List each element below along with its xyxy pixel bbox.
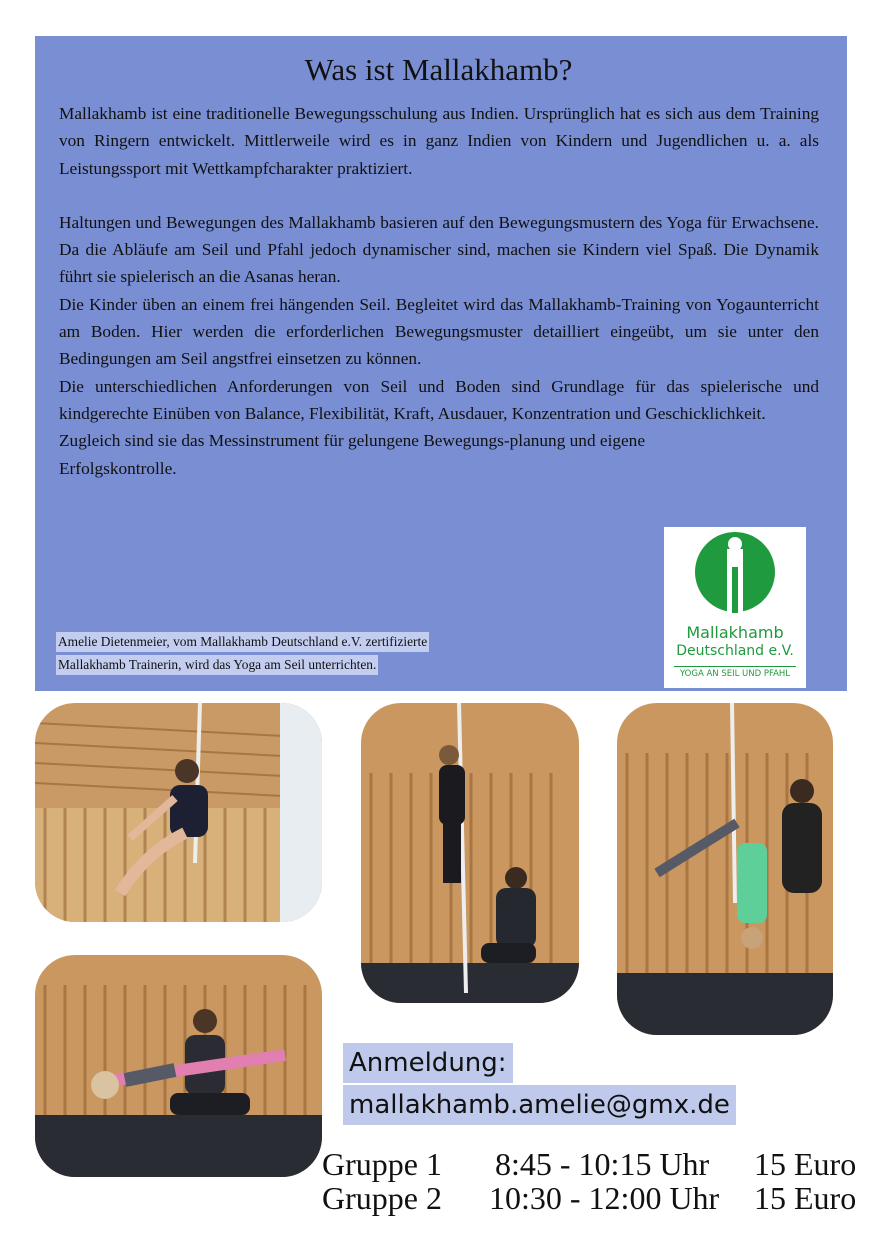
pole-emblem-icon (664, 527, 806, 622)
group-time: 10:30 - 12:00 Uhr (489, 1180, 720, 1216)
page-title: Was ist Mallakhamb? (304, 52, 573, 87)
group-name: Gruppe 2 (322, 1180, 442, 1216)
group-name: Gruppe 1 (322, 1146, 442, 1182)
logo-name: Mallakhamb (686, 623, 784, 642)
photo-hanging-assist (617, 703, 833, 1035)
paragraph-balance: Die unterschiedlichen Anforderungen von Seil und Boden sind Grundlage für das spielerische und kindgerechte Einüben von Balance, Flexibilität, Kraft, Ausdauer, Konzentration und Geschicklichkeit. (59, 376, 819, 423)
photo-floor-yoga (35, 955, 322, 1177)
group-row (322, 1181, 862, 1215)
paragraph-yoga: Haltungen und Bewegungen des Mallakhamb basieren auf den Bewegungsmustern des Yoga für Erwachsene. Da die Abläufe am Seil und Pfahl jedoch dynamischer sind, machen sie Kindern viel Spaß. Die Dynamik führt sie spielerisch an die Asanas heran. (59, 212, 819, 287)
paragraph-rope: Die Kinder üben an einem frei hängenden Seil. Begleitet wird das Mallakhamb-Training von Yogaunterricht am Boden. Hier werden die erforderlichen Bewegungsmuster detailliert eingeübt, um sie unter den Bedingungen am Seil angstfrei einsetzen zu können. (59, 294, 819, 369)
group-schedule (322, 1147, 862, 1215)
signup-email[interactable]: mallakhamb.amelie@gmx.de (343, 1085, 736, 1125)
group-price: 15 Euro (754, 1146, 857, 1182)
group-time: 8:45 - 10:15 Uhr (495, 1146, 710, 1182)
paragraph-measure: Zugleich sind sie das Messinstrument für gelungene Bewegungs-planung und eigene Erfolgskontrolle. (59, 431, 645, 478)
description-text (59, 100, 819, 482)
group-row (322, 1147, 862, 1181)
signup-label: Anmeldung: (343, 1043, 513, 1083)
trainer-credit (56, 631, 429, 677)
group-price: 15 Euro (754, 1180, 857, 1216)
photo-rope-climb (361, 703, 579, 1003)
credit-line-1: Amelie Dietenmeier, vom Mallakhamb Deutschland e.V. zertifizierte (56, 632, 429, 652)
logo-divider (674, 666, 796, 667)
logo-tagline: YOGA AN SEIL UND PFAHL (679, 669, 791, 679)
logo-org: Deutschland e.V. (676, 643, 794, 659)
photo-rope-swing (35, 703, 322, 922)
mallakhamb-logo (664, 527, 806, 688)
paragraph-origin: Mallakhamb ist eine traditionelle Bewegungsschulung aus Indien. Ursprünglich hat es sich aus dem Training von Ringern entwickelt. Mittlerweile wird es in ganz Indien von Kindern und Jugendlichen u. a. als Leistungssport mit Wettkampfcharakter praktiziert. (59, 104, 819, 178)
credit-line-2: Mallakhamb Trainerin, wird das Yoga am Seil unterrichten. (56, 655, 378, 675)
